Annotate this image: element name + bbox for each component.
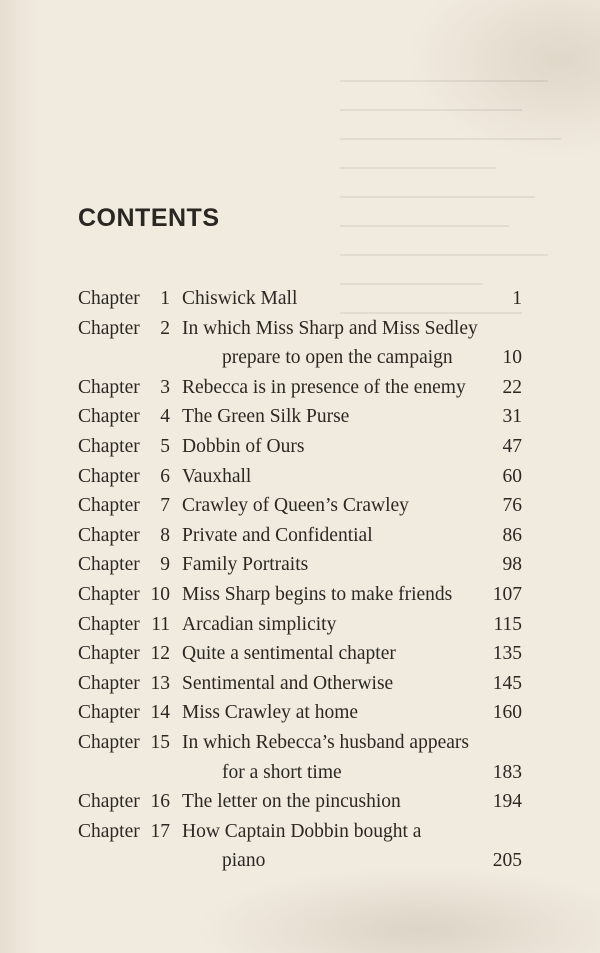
- chapter-label: Chapter: [78, 288, 140, 309]
- toc-line: [78, 787, 522, 817]
- page-number: 47: [502, 435, 522, 457]
- toc-line: [78, 580, 522, 610]
- page-number: 115: [493, 613, 522, 635]
- toc-entry: [78, 817, 522, 876]
- toc-line: [78, 728, 522, 758]
- chapter-label: Chapter: [78, 435, 140, 457]
- toc-entry: [78, 314, 522, 373]
- page-number: 10: [502, 347, 522, 369]
- contents-heading: CONTENTS: [78, 204, 220, 232]
- toc-line: [78, 550, 522, 580]
- chapter-number: 6: [160, 465, 170, 487]
- toc-line: [78, 846, 522, 876]
- toc-line: [78, 521, 522, 551]
- chapter-number: 14: [150, 702, 170, 724]
- page-number: 76: [502, 495, 522, 517]
- chapter-number: 17: [150, 820, 170, 842]
- chapter-title: Vauxhall: [182, 465, 252, 487]
- chapter-title: The letter on the pincushion: [182, 791, 401, 813]
- chapter-number: 4: [160, 406, 170, 428]
- chapter-title: Miss Sharp begins to make friends: [182, 583, 453, 605]
- page-number: 98: [502, 554, 522, 576]
- chapter-label: Chapter: [78, 613, 140, 635]
- chapter-label: Chapter: [78, 731, 140, 753]
- chapter-label: Chapter: [78, 791, 140, 813]
- toc-line: [78, 462, 522, 492]
- chapter-title: In which Miss Sharp and Miss Sedley: [182, 317, 478, 339]
- toc-entry: [78, 698, 522, 728]
- toc-line: [78, 432, 522, 462]
- page-number: 86: [502, 524, 522, 546]
- chapter-title: How Captain Dobbin bought a: [182, 820, 422, 842]
- toc-entry: [78, 373, 522, 403]
- page-number: 22: [502, 376, 522, 398]
- chapter-label: Chapter: [78, 643, 140, 665]
- toc-line: [78, 610, 522, 640]
- chapter-label: Chapter: [78, 495, 140, 517]
- toc-entry: [78, 728, 522, 787]
- toc-line: [78, 669, 522, 699]
- toc-line: [78, 373, 522, 403]
- page-number: 107: [492, 583, 522, 605]
- page-number: 205: [492, 850, 522, 872]
- toc-line: [78, 698, 522, 728]
- chapter-title: Sentimental and Otherwise: [182, 672, 394, 694]
- toc-line: [78, 639, 522, 669]
- chapter-title: prepare to open the campaign: [222, 347, 453, 369]
- toc-entry: [78, 639, 522, 669]
- chapter-title: Crawley of Queen’s Crawley: [182, 495, 409, 517]
- chapter-label: Chapter: [78, 317, 140, 339]
- chapter-title: The Green Silk Purse: [182, 406, 350, 428]
- page-number: 160: [492, 702, 522, 724]
- chapter-title: for a short time: [222, 761, 342, 783]
- chapter-number: 3: [160, 376, 170, 398]
- chapter-title: Private and Confidential: [182, 524, 373, 546]
- chapter-label: Chapter: [78, 554, 140, 576]
- chapter-number: 16: [150, 791, 170, 813]
- chapter-title: Dobbin of Ours: [182, 435, 305, 457]
- chapter-label: Chapter: [78, 376, 140, 398]
- toc-entry: [78, 580, 522, 610]
- chapter-number: 2: [160, 317, 170, 339]
- chapter-label: Chapter: [78, 672, 140, 694]
- chapter-number: 11: [151, 613, 170, 635]
- page-number: 135: [492, 643, 522, 665]
- chapter-label: Chapter: [78, 406, 140, 428]
- chapter-label: Chapter: [78, 820, 140, 842]
- toc-entry: [78, 402, 522, 432]
- chapter-label: Chapter: [78, 524, 140, 546]
- chapter-number: 12: [150, 643, 170, 665]
- chapter-number: 7: [160, 495, 170, 517]
- chapter-title: Miss Crawley at home: [182, 702, 359, 724]
- page-number: 145: [492, 672, 522, 694]
- toc-entry: [78, 610, 522, 640]
- toc-line: [78, 402, 522, 432]
- toc-line: [78, 817, 522, 847]
- toc-entry: [78, 787, 522, 817]
- page-number: 31: [502, 406, 522, 428]
- chapter-title: Rebecca is in presence of the enemy: [182, 376, 466, 398]
- toc-entry: [78, 550, 522, 580]
- chapter-title: Quite a sentimental chapter: [182, 643, 396, 665]
- toc-entry: [78, 462, 522, 492]
- chapter-title: Arcadian simplicity: [182, 613, 337, 635]
- chapter-title: Chiswick Mall: [182, 288, 298, 309]
- toc-entry: [78, 521, 522, 551]
- chapter-number: 9: [160, 554, 170, 576]
- chapter-title: Family Portraits: [182, 554, 309, 576]
- toc-entry: [78, 432, 522, 462]
- chapter-number: 13: [150, 672, 170, 694]
- toc-line: [78, 491, 522, 521]
- toc-line: [78, 343, 522, 373]
- toc-entry: [78, 491, 522, 521]
- toc-line: [78, 284, 522, 314]
- toc-line: [78, 758, 522, 788]
- chapter-number: 8: [160, 524, 170, 546]
- chapter-number: 5: [160, 435, 170, 457]
- page-number: 194: [492, 791, 522, 813]
- chapter-title: piano: [222, 850, 266, 872]
- chapter-label: Chapter: [78, 465, 140, 487]
- toc-line: [78, 314, 522, 344]
- table-of-contents: [78, 284, 522, 876]
- page-number: 60: [502, 465, 522, 487]
- page-number: 1: [512, 288, 522, 309]
- toc-entry: [78, 284, 522, 314]
- chapter-number: 15: [150, 731, 170, 753]
- chapter-number: 1: [160, 288, 170, 309]
- chapter-label: Chapter: [78, 583, 140, 605]
- chapter-number: 10: [150, 583, 170, 605]
- toc-entry: [78, 669, 522, 699]
- page-number: 183: [492, 761, 522, 783]
- chapter-title: In which Rebecca’s husband appears: [182, 731, 469, 753]
- chapter-label: Chapter: [78, 702, 140, 724]
